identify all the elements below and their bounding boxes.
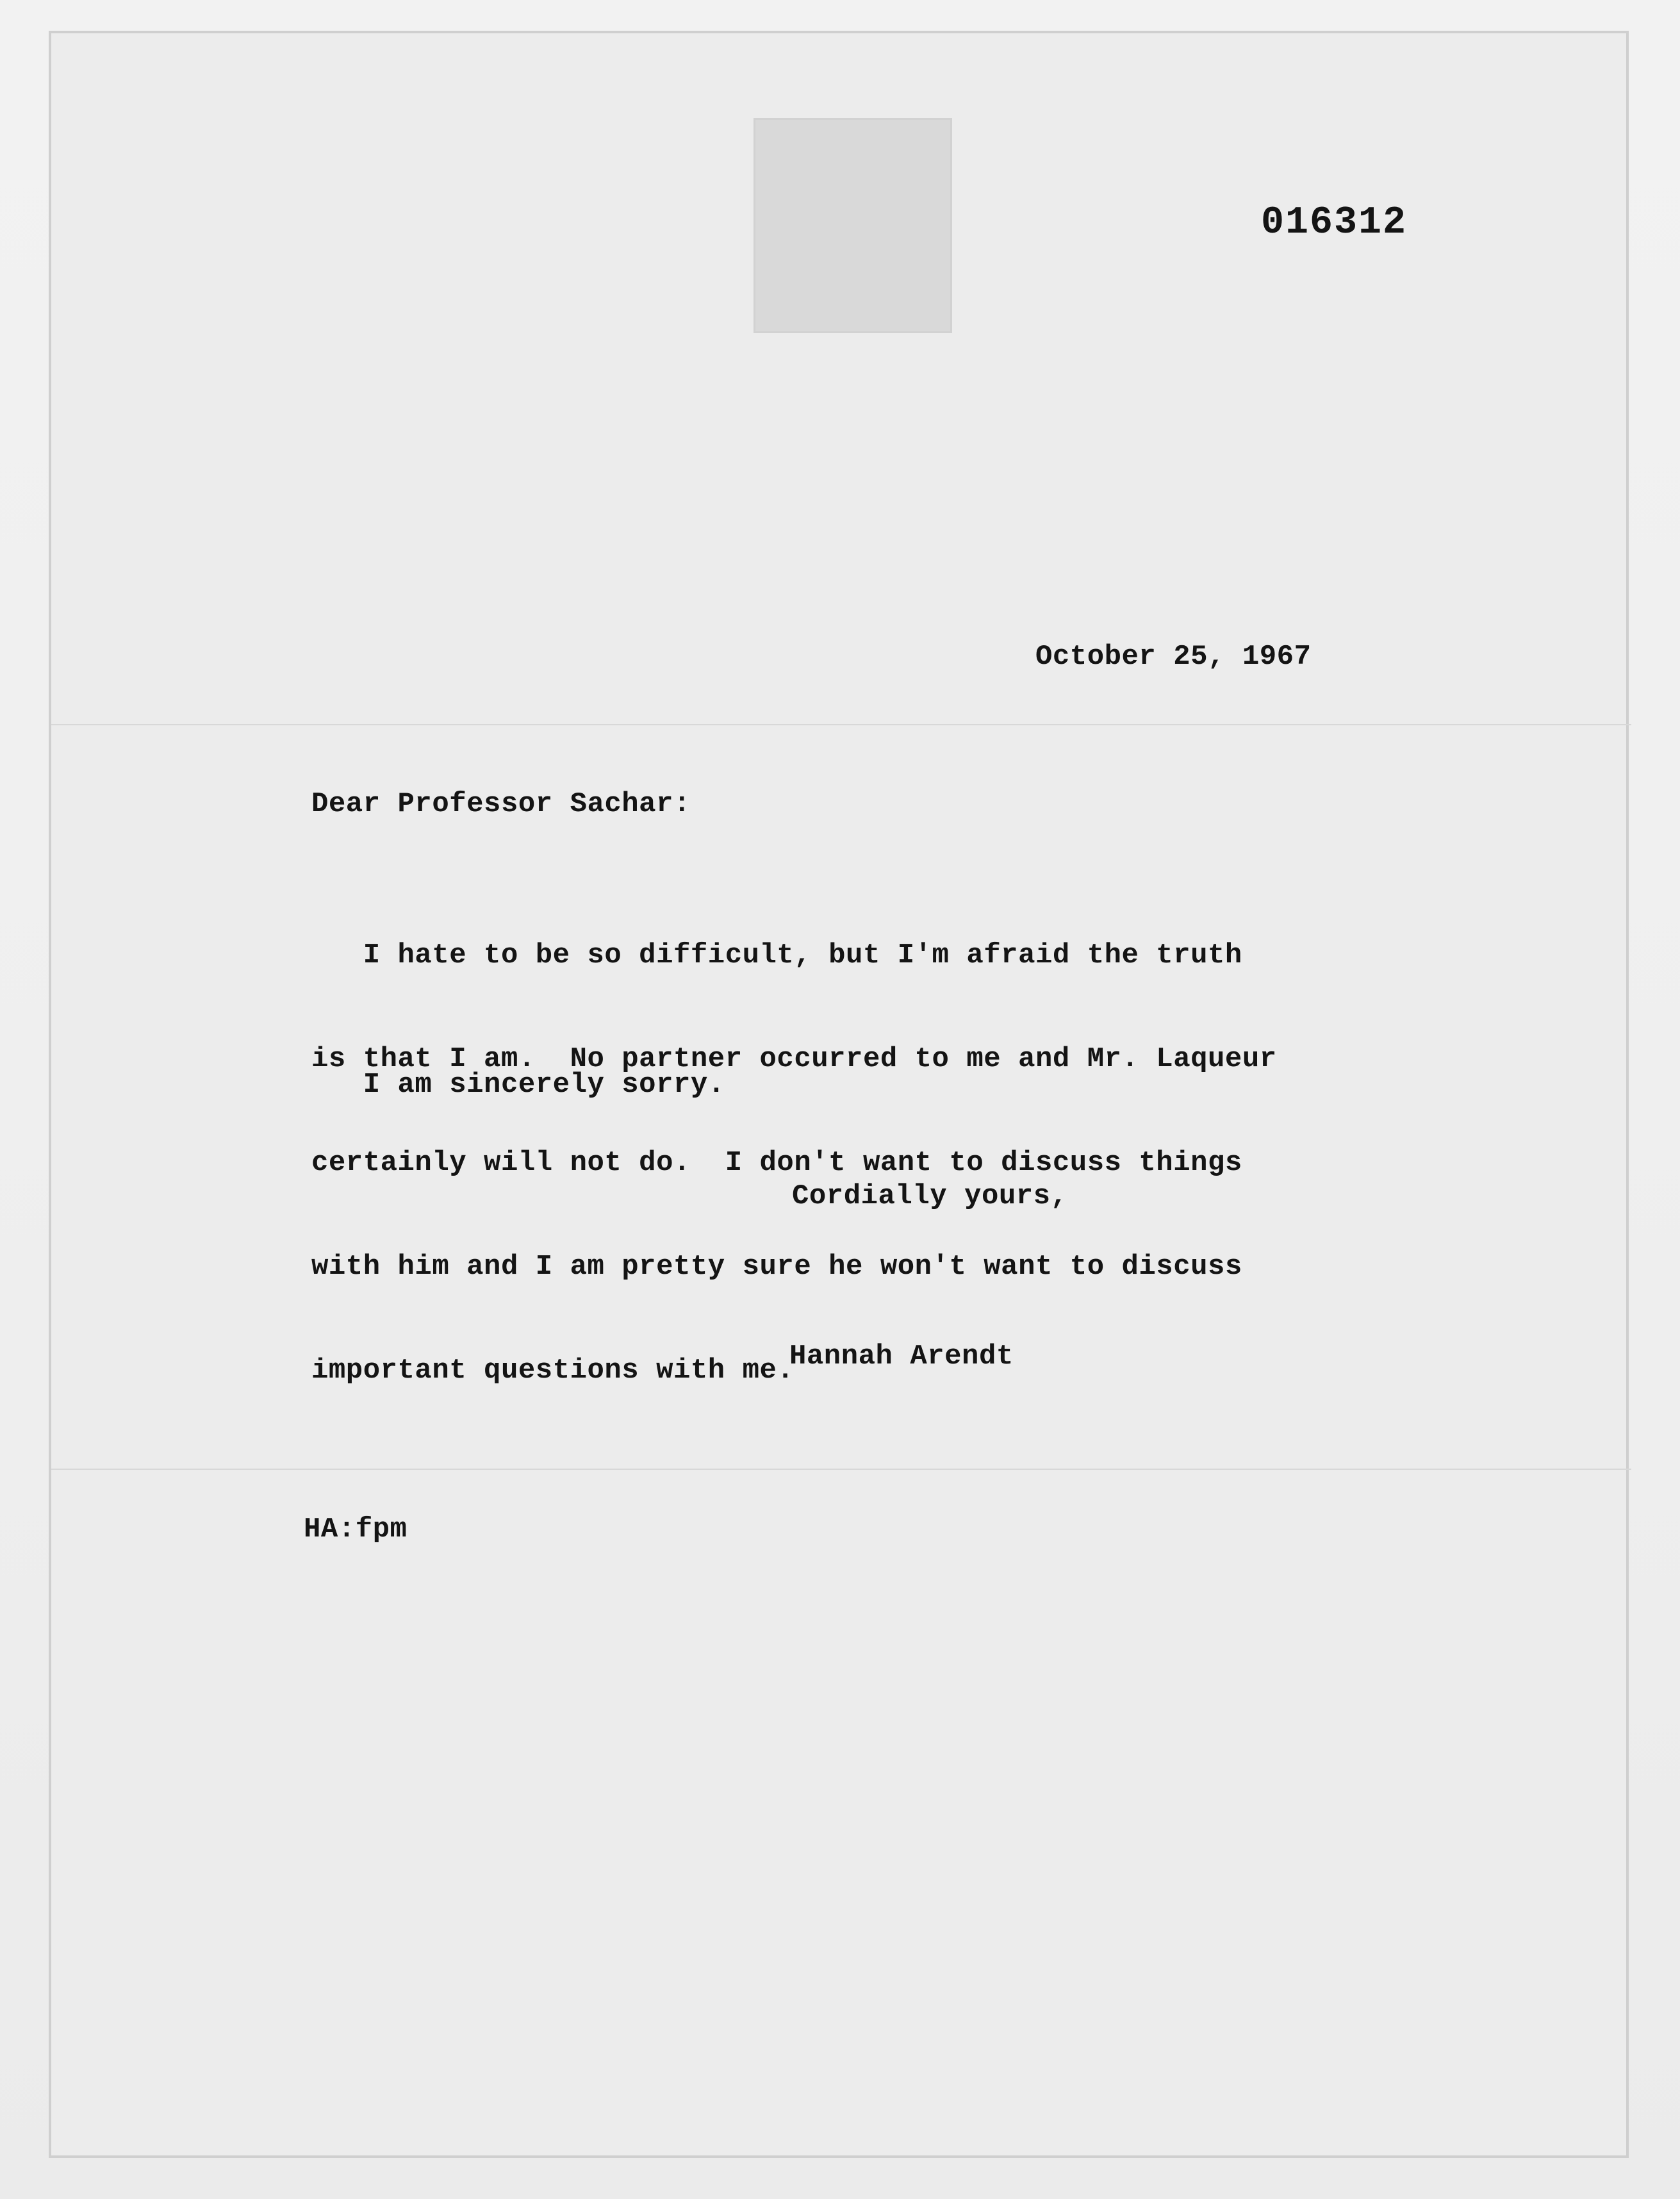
- document-number: 016312: [1261, 201, 1408, 245]
- letter-sheet: [49, 31, 1629, 2158]
- bleed-through-stamp: [754, 118, 952, 333]
- fold-line-lower: [51, 1469, 1631, 1470]
- reference-initials: HA:fpm: [304, 1513, 408, 1545]
- body-line: important questions with me.: [311, 1355, 795, 1387]
- closing: Cordially yours,: [792, 1180, 1068, 1212]
- body-line: certainly will not do. I don't want to discuss things: [311, 1147, 1242, 1179]
- letter-date: October 25, 1967: [1035, 641, 1312, 673]
- signature-name: Hannah Arendt: [789, 1340, 1014, 1372]
- body-line: I hate to be so difficult, but I'm afraid the truth: [311, 939, 1242, 971]
- body-paragraph-2: I am sincerely sorry.: [311, 1069, 725, 1101]
- body-line: with him and I am pretty sure he won't want to discuss: [311, 1251, 1242, 1283]
- body-line: is that I am. No partner occurred to me and Mr. Laqueur: [311, 1043, 1277, 1075]
- salutation: Dear Professor Sachar:: [311, 788, 691, 820]
- fold-line-upper: [51, 724, 1631, 725]
